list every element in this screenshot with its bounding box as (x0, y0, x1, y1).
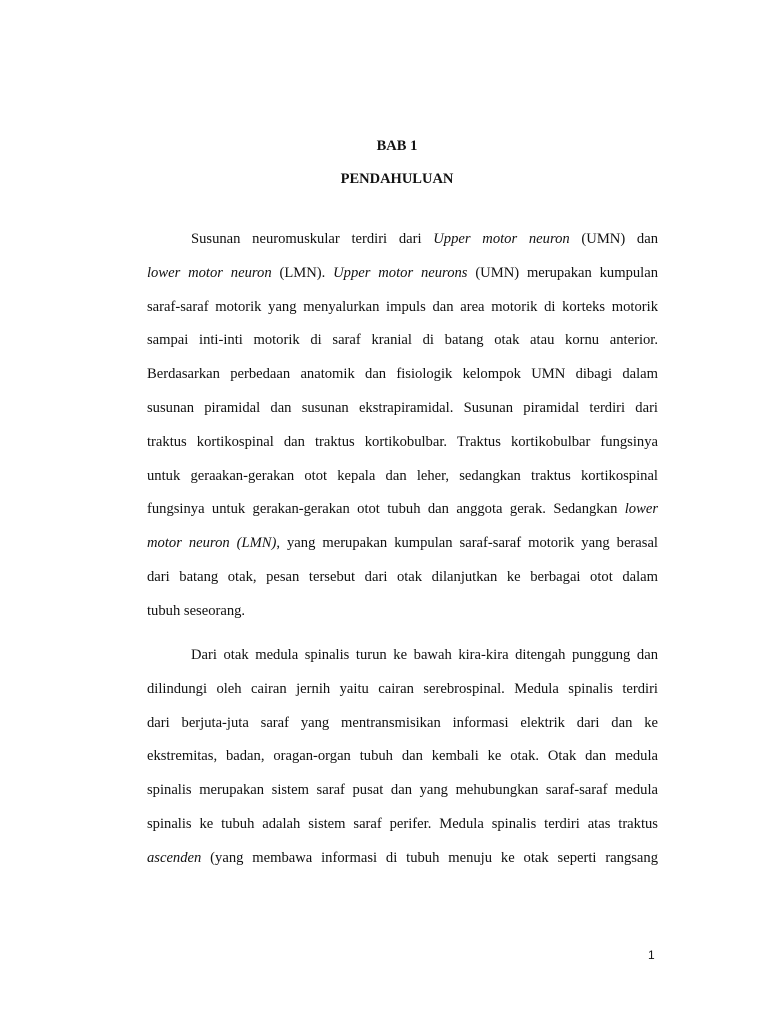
chapter-title: PENDAHULUAN (340, 171, 454, 187)
text-line: dari berjuta-juta saraf yang mentransmisikan informasi elektrik dari dan ke (147, 714, 658, 731)
text-line: dari batang otak, pesan tersebut dari otak dilanjutkan ke berbagai otot dalam (147, 568, 658, 585)
text-line: motor neuron (LMN), yang merupakan kumpulan saraf-saraf motorik yang berasal (147, 535, 658, 552)
text-line: Berdasarkan perbedaan anatomik dan fisiologik kelompok UMN dibagi dalam (147, 366, 658, 383)
text-line: ekstremitas, badan, oragan-organ tubuh dan kembali ke otak. Otak dan medula (147, 748, 658, 765)
text-line: untuk geraakan-gerakan otot kepala dan leher, sedangkan traktus kortikospinal (147, 467, 658, 484)
text-line: Susunan neuromuskular terdiri dari Upper motor neuron (UMN) dan (191, 231, 658, 247)
text-line: traktus kortikospinal dan traktus kortikobulbar. Traktus kortikobulbar fungsinya (147, 433, 658, 450)
paragraph-1 (147, 223, 658, 629)
page-number: 1 (648, 948, 655, 962)
text-line: saraf-saraf motorik yang menyalurkan impuls dan area motorik di korteks motorik (147, 298, 658, 315)
text-line: spinalis merupakan sistem saraf pusat dan yang mehubungkan saraf-saraf medula (147, 782, 658, 799)
text-line: sampai inti-inti motorik di saraf kranial di batang otak atau kornu anterior. (147, 332, 658, 349)
text-line: ascenden (yang membawa informasi di tubuh menuju ke otak seperti rangsang (147, 849, 658, 866)
chapter-label: BAB 1 (376, 138, 418, 154)
text-line: dilindungi oleh cairan jernih yaitu cairan serebrospinal. Medula spinalis terdiri (147, 680, 658, 697)
text-line: susunan piramidal dan susunan ekstrapiramidal. Susunan piramidal terdiri dari (147, 399, 658, 416)
text-line: spinalis ke tubuh adalah sistem saraf perifer. Medula spinalis terdiri atas traktus (147, 815, 658, 832)
paragraph-2 (147, 639, 658, 876)
text-line: lower motor neuron (LMN). Upper motor neurons (UMN) merupakan kumpulan (147, 264, 658, 281)
text-line: tubuh seseorang. (147, 602, 246, 619)
text-line: Dari otak medula spinalis turun ke bawah kira-kira ditengah punggung dan (191, 647, 658, 663)
text-line: fungsinya untuk gerakan-gerakan otot tubuh dan anggota gerak. Sedangkan lower (147, 501, 658, 518)
